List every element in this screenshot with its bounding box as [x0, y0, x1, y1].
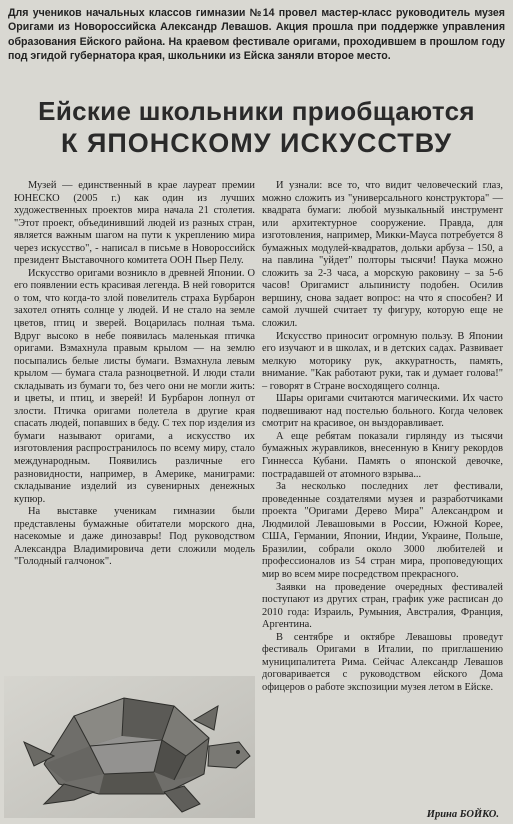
article-paragraph: Искусство оригами возникло в древней Японии. О его появлении есть красивая легенда. В ней говорится о том, что когда-то злой повелитель страха Бурбарон захотел отнять солнце у людей. И не стало на земле цветов, птиц и зверей. Воцарилась полная тьма. Вдруг высоко в небе появилась маленькая птичка оригами. Взмахнула правым крылом — на землю посыпались белые листы бумаги. Взмахнула левым крылом — бумага стала разноцветной. И люди стали складывать из бумаги то, без чего они не могли жить: и цветы, и птиц, и зверей! И Бурбарон лопнул от злости. Птичка оригами полетела в другие края спасать людей, попавших в беду. С тех пор изделия из бумаги называют оригами, а искусство их изготовления распространилось по всему миру, стало международным. Появились различные его разновидности, например, в Америке, маниграми: складывание изделий из сувенирных денежных купюр. — [14, 267, 255, 505]
article-paragraph: Шары оригами считаются магическими. Их часто подвешивают над постелью больного. Когда человек смотрит на красивое, он выздоравливает. — [262, 393, 503, 430]
article-paragraph: Заявки на проведение очередных фестивалей поступают из других стран, график уже расписан до 2010 года: Израиль, Румыния, Австралия, Франция, Аргентина. — [262, 581, 503, 631]
left-column — [14, 180, 255, 569]
origami-turtle-illustration — [4, 676, 255, 818]
lead-text: Для учеников начальных классов гимназии №14 провел мастер-класс руководитель музея Оригами из Новороссийска Александр Левашов. Акция прошла при поддержке управления образования Ейского района. На краевом фестивале оригами, проходившем в прошлом году под эгидой губернатора края, школьники из Ейска заняли второе место. — [8, 7, 505, 63]
headline-line-2: К ЯПОНСКОМУ ИСКУССТВУ — [61, 128, 452, 158]
article-paragraph: Искусство приносит огромную пользу. В Японии его изучают и в школах, и в детских садах. Развивает мелкую моторику рук, аккуратность, память, внимание. "Как работают руки, так и думает голова!" – говорят в Стране восходящего солнца. — [262, 330, 503, 392]
article-paragraph: Музей — единственный в крае лауреат премии ЮНЕСКО (2005 г.) как один из лучших художественных проектов мира начала 21 столетия. "Этот проект, объединивший людей из разных стран, является важным шагом на пути к укреплению мира через искусство", - написал в письме в Новороссийск президент Выставочного комитета ООН Пьер Пелу. — [14, 180, 255, 267]
right-column — [262, 180, 503, 694]
article-paragraph: И узнали: все то, что видит человеческий глаз, можно сложить из "универсального конструктора" — квадрата бумаги: любой музыкальный инструмент или архитектурное сооружение. Правда, для изготовления, например, Микки-Мауса потребуется 8 бумажных модулей-квадратов, дольки арбуза – 150, а на павлина "уйдет" полторы тысячи! Паука можно сложить за 2-3 часа, а морскую раковину – за 5-6 часов! Оригамист альпинисту подобен. Осилив вершину, снова задает вопрос: на что я способен? И самой лучшей считает ту фигуру, которую еще не сложил. — [262, 180, 503, 330]
article-paragraph: А еще ребятам показали гирлянду из тысячи бумажных журавликов, внесенную в Книгу рекордов Гиннесса Кубани. Память о японской девочке, пострадавшей от атомного взрыва... — [262, 430, 503, 480]
author-signature: Ирина БОЙКО. — [426, 809, 499, 820]
article-paragraph: За несколько последних лет фестивали, проведенные создателями музея и разработчиками проекта "Оригами Дерево Мира" Александром и Людмилой Левашовыми в России, Южной Корее, США, Германии, Японии, Индии, Украине, Польше, Бразилии, собрали около 3000 любителей и профессионалов из 54 стран мира, проповедующих мир во всем мире посредством прекрасного. — [262, 481, 503, 580]
article-paragraph: На выставке ученикам гимназии были представлены бумажные обитатели морского дна, насекомые и даже динозавры! Под руководством Александра Владимировича дети сложили модель "Голодный галчонок". — [14, 506, 255, 568]
headline — [4, 96, 509, 159]
origami-turtle-photo — [4, 676, 255, 818]
headline-line-1: Ейские школьники приобщаются — [38, 96, 475, 126]
article-paragraph: В сентябре и октябре Левашовы проведут фестиваль Оригами в Италии, по приглашению муниципалитета Рима. Сейчас Александр Левашов договаривается с руководством ейского Дома офицеров о работе экспозиции музея летом в Ейске. — [262, 631, 503, 693]
lead-paragraph — [8, 6, 505, 64]
